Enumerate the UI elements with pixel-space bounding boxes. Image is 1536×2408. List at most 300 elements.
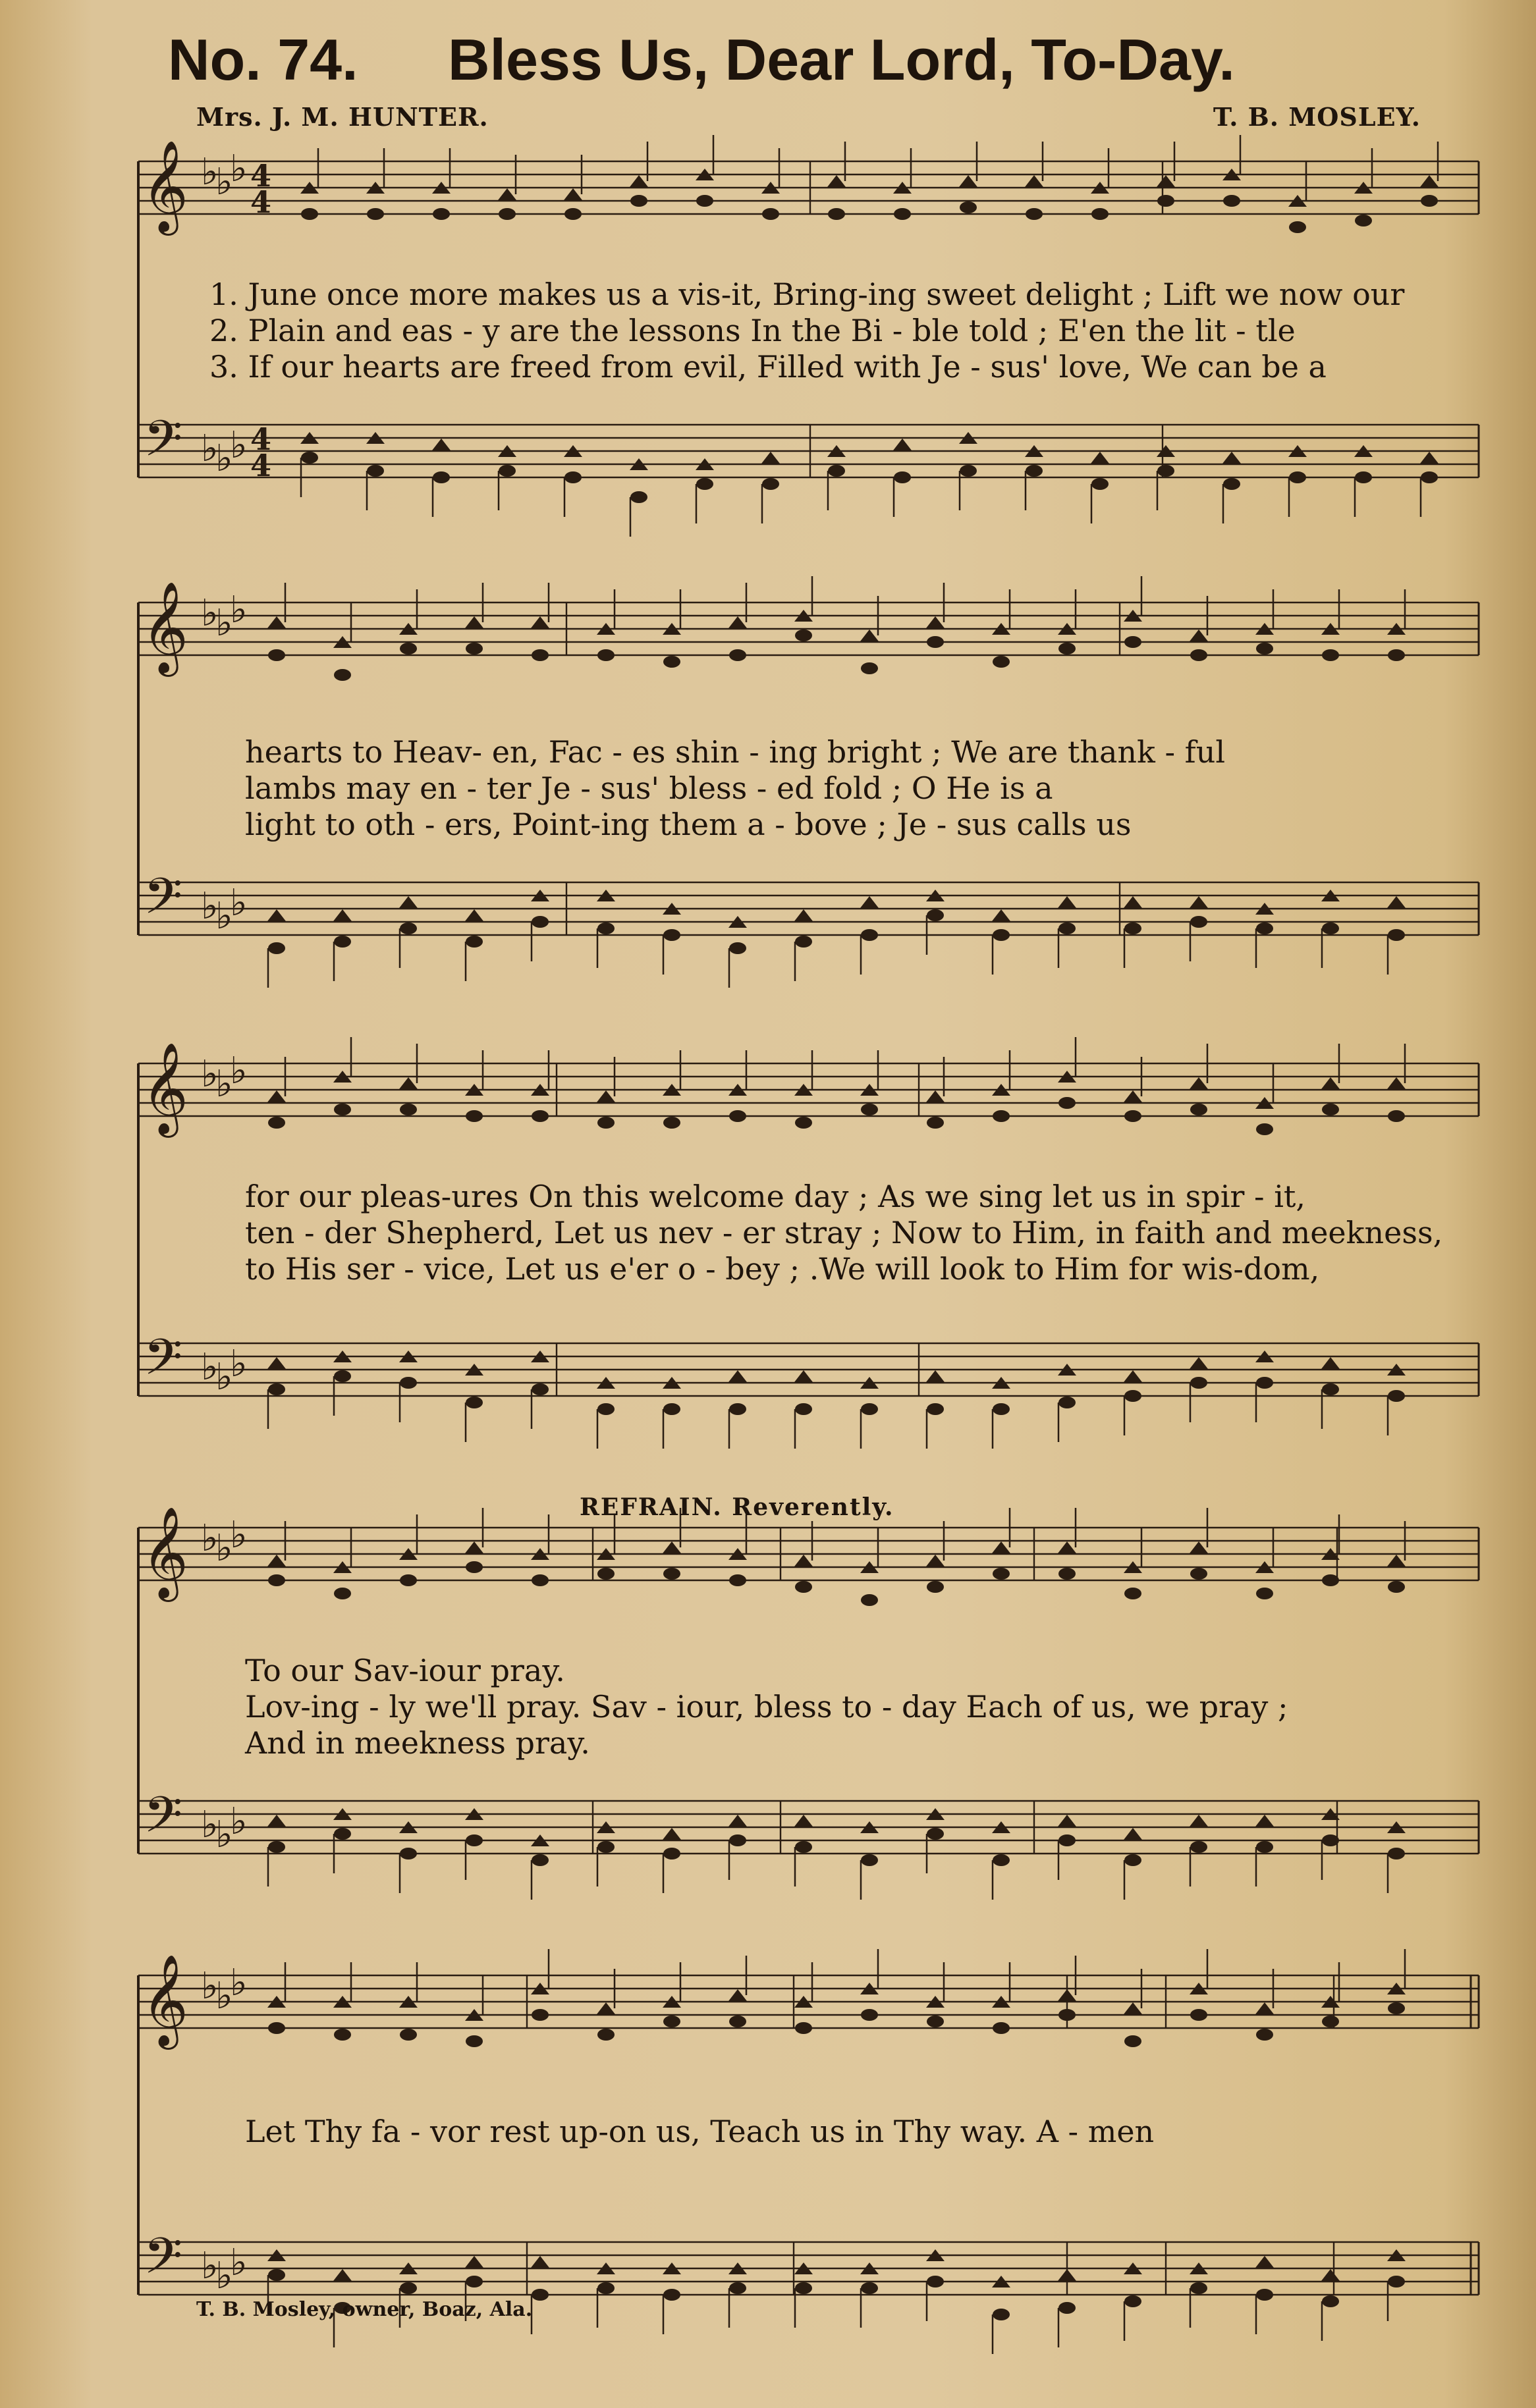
- note-head: [992, 1541, 1010, 1553]
- note-head: [466, 643, 483, 655]
- note-head: [1388, 1390, 1405, 1402]
- note-head: [728, 616, 747, 628]
- note-head: [1124, 896, 1142, 908]
- note-head: [1388, 1848, 1405, 1860]
- note-head: [1255, 2002, 1274, 2014]
- note-head: [465, 1541, 483, 1553]
- flat-icon: ♭: [215, 602, 233, 645]
- note-head: [1124, 636, 1141, 648]
- note-head: [499, 208, 516, 220]
- flat-icon: ♭: [201, 427, 219, 470]
- note-head: [399, 896, 418, 908]
- note-head: [1322, 2016, 1339, 2027]
- note-head: [268, 649, 285, 661]
- note-head: [1058, 2269, 1076, 2281]
- note-head: [795, 1403, 812, 1415]
- note-head: [795, 629, 812, 641]
- flat-icon: ♭: [230, 882, 248, 924]
- note-head: [333, 2269, 352, 2281]
- note-head: [993, 2309, 1010, 2320]
- note-head: [532, 649, 549, 661]
- note-head: [893, 439, 912, 450]
- note-head: [927, 1117, 944, 1129]
- note-head: [267, 1357, 286, 1369]
- note-head: [1124, 1588, 1141, 1599]
- note-head: [630, 175, 648, 187]
- bass-clef-icon: 𝄢: [144, 410, 183, 480]
- note-head: [400, 643, 417, 655]
- flat-icon: ♭: [201, 1804, 219, 1846]
- note-head: [466, 1561, 483, 1573]
- lyricist-credit: Mrs. J. M. HUNTER.: [196, 102, 489, 132]
- time-signature: 4: [250, 448, 272, 483]
- note-head: [993, 656, 1010, 668]
- note-head: [400, 1377, 417, 1389]
- note-head: [1190, 649, 1207, 661]
- note-head: [466, 1397, 483, 1408]
- note-head: [1322, 1574, 1339, 1586]
- flat-icon: ♭: [215, 2255, 233, 2297]
- note-head: [630, 491, 647, 503]
- flat-icon: ♭: [230, 1514, 248, 1557]
- flat-icon: ♭: [215, 161, 233, 203]
- note-head: [795, 2022, 812, 2034]
- note-head: [1421, 471, 1438, 483]
- note-head: [794, 1555, 813, 1566]
- note-head: [728, 1989, 747, 2001]
- note-head: [367, 208, 384, 220]
- note-head: [1058, 1541, 1076, 1553]
- note-head: [1256, 643, 1273, 655]
- note-head: [926, 1370, 945, 1382]
- note-head: [267, 1815, 286, 1827]
- note-head: [1058, 2302, 1076, 2314]
- composer-credit: T. B. MOSLEY.: [1213, 102, 1421, 132]
- flat-icon: ♭: [230, 2241, 248, 2284]
- note-head: [597, 1568, 615, 1580]
- note-head: [1058, 1989, 1076, 2001]
- note-head: [728, 1370, 747, 1382]
- note-head: [861, 1403, 878, 1415]
- note-head: [1190, 1357, 1208, 1369]
- note-head: [861, 2282, 878, 2294]
- note-head: [564, 208, 582, 220]
- note-head: [630, 195, 647, 207]
- note-head: [1026, 208, 1043, 220]
- time-signature: 4: [250, 184, 272, 220]
- note-head: [860, 629, 879, 641]
- note-head: [1124, 923, 1141, 934]
- note-head: [334, 1370, 351, 1382]
- note-head: [1256, 923, 1273, 934]
- note-head: [1387, 1555, 1406, 1566]
- note-head: [1190, 896, 1208, 908]
- note-head: [267, 1555, 286, 1566]
- note-head: [927, 1581, 944, 1593]
- refrain-marking: REFRAIN. Reverently.: [580, 1493, 894, 1521]
- time-signature: 4: [250, 421, 272, 457]
- note-head: [729, 1834, 746, 1846]
- note-head: [367, 465, 384, 477]
- note-head: [696, 478, 713, 490]
- note-head: [663, 1828, 681, 1840]
- note-head: [1190, 1841, 1207, 1853]
- note-head: [1124, 1828, 1142, 1840]
- note-head: [1321, 1357, 1340, 1369]
- flat-icon: ♭: [215, 1063, 233, 1106]
- note-head: [564, 471, 582, 483]
- time-signature: 4: [250, 158, 272, 194]
- treble-clef-icon: 𝄞: [142, 1954, 188, 2046]
- lyric-line: Let Thy fa - vor rest up-on us, Teach us in Thy way. A - men: [245, 2114, 1155, 2149]
- note-head: [794, 1815, 813, 1827]
- note-head: [1387, 896, 1406, 908]
- note-head: [729, 942, 746, 954]
- note-head: [663, 656, 680, 668]
- note-head: [663, 1541, 681, 1553]
- note-head: [795, 936, 812, 948]
- note-head: [597, 2002, 615, 2014]
- flat-icon: ♭: [201, 1517, 219, 1560]
- note-head: [334, 1588, 351, 1599]
- lyric-line: for our pleas-ures On this welcome day ; As we sing let us in spir - it,: [245, 1179, 1306, 1214]
- note-head: [1058, 1815, 1076, 1827]
- hymn-title: Bless Us, Dear Lord, To-Day.: [448, 27, 1235, 92]
- flat-icon: ♭: [230, 1962, 248, 2004]
- publisher-footer: T. B. Mosley, owner, Boaz, Ala.: [196, 2298, 533, 2321]
- note-head: [927, 909, 944, 921]
- lyric-line: 2. Plain and eas - y are the lessons In the Bi - ble told ; E'en the lit - tle: [209, 313, 1296, 348]
- note-head: [268, 1383, 285, 1395]
- note-head: [333, 909, 352, 921]
- lyric-line: To our Sav-iour pray.: [245, 1653, 565, 1688]
- note-head: [1058, 896, 1076, 908]
- note-head: [466, 2276, 483, 2288]
- note-head: [1058, 1568, 1076, 1580]
- note-head: [663, 1403, 680, 1415]
- note-head: [1388, 1110, 1405, 1122]
- note-head: [1321, 2269, 1340, 2281]
- note-head: [1388, 2002, 1405, 2014]
- flat-icon: ♭: [230, 589, 248, 631]
- note-head: [729, 2016, 746, 2027]
- note-head: [1256, 2289, 1273, 2301]
- note-head: [828, 465, 845, 477]
- note-head: [926, 616, 945, 628]
- note-head: [1388, 929, 1405, 941]
- note-head: [1058, 923, 1076, 934]
- note-head: [894, 208, 911, 220]
- note-head: [1421, 195, 1438, 207]
- note-head: [926, 1090, 945, 1102]
- note-head: [267, 616, 286, 628]
- lyric-line: And in meekness pray.: [245, 1725, 590, 1761]
- note-head: [762, 208, 779, 220]
- lyric-line: Lov-ing - ly we'll pray. Sav - iour, bless to - day Each of us, we pray ;: [245, 1689, 1288, 1725]
- flat-icon: ♭: [201, 1965, 219, 2008]
- note-head: [466, 1110, 483, 1122]
- note-head: [532, 1383, 549, 1395]
- note-head: [1025, 175, 1043, 187]
- hymn-number: No. 74.: [168, 27, 358, 92]
- note-head: [1322, 1834, 1339, 1846]
- note-head: [1322, 1383, 1339, 1395]
- bass-clef-icon: 𝄢: [144, 867, 183, 938]
- lyric-line: light to oth - ers, Point-ing them a - bove ; Je - sus calls us: [245, 807, 1132, 842]
- note-head: [1289, 471, 1306, 483]
- treble-clef-icon: 𝄞: [142, 140, 188, 232]
- note-head: [1058, 1097, 1076, 1109]
- note-head: [1321, 1077, 1340, 1089]
- note-head: [1058, 1834, 1076, 1846]
- note-head: [1420, 175, 1439, 187]
- treble-clef-icon: 𝄞: [142, 581, 188, 673]
- note-head: [861, 1104, 878, 1115]
- note-head: [861, 929, 878, 941]
- note-head: [597, 1403, 615, 1415]
- note-head: [960, 465, 977, 477]
- note-head: [992, 909, 1010, 921]
- note-head: [993, 1854, 1010, 1866]
- note-head: [729, 1110, 746, 1122]
- note-head: [532, 916, 549, 928]
- note-head: [663, 2016, 680, 2027]
- note-head: [1289, 221, 1306, 233]
- note-head: [400, 1848, 417, 1860]
- note-head: [532, 1110, 549, 1122]
- note-head: [1256, 1588, 1273, 1599]
- note-head: [927, 2276, 944, 2288]
- note-head: [894, 471, 911, 483]
- note-head: [1091, 478, 1109, 490]
- lyric-line: hearts to Heav- en, Fac - es shin - ing bright ; We are thank - ful: [245, 734, 1226, 770]
- note-head: [1255, 2256, 1274, 2268]
- note-head: [532, 1574, 549, 1586]
- note-head: [465, 2256, 483, 2268]
- note-head: [301, 452, 318, 464]
- note-head: [498, 188, 516, 200]
- flat-icon: ♭: [201, 592, 219, 635]
- note-head: [268, 942, 285, 954]
- note-head: [1190, 1815, 1208, 1827]
- note-head: [334, 936, 351, 948]
- note-head: [729, 1403, 746, 1415]
- note-head: [1190, 1541, 1208, 1553]
- note-head: [993, 1403, 1010, 1415]
- note-head: [827, 175, 846, 187]
- note-head: [960, 201, 977, 213]
- note-head: [729, 649, 746, 661]
- note-head: [1157, 175, 1175, 187]
- note-head: [1355, 215, 1372, 227]
- note-head: [267, 1090, 286, 1102]
- note-head: [400, 1104, 417, 1115]
- note-head: [466, 936, 483, 948]
- note-head: [927, 1828, 944, 1840]
- flat-icon: ♭: [230, 147, 248, 190]
- note-head: [1322, 649, 1339, 661]
- note-head: [1387, 1077, 1406, 1089]
- note-head: [828, 208, 845, 220]
- note-head: [1124, 1110, 1141, 1122]
- note-head: [927, 1403, 944, 1415]
- note-head: [499, 465, 516, 477]
- note-head: [860, 896, 879, 908]
- note-head: [927, 636, 944, 648]
- note-head: [761, 452, 780, 464]
- note-head: [1190, 1377, 1207, 1389]
- note-head: [268, 1841, 285, 1853]
- note-head: [663, 929, 680, 941]
- note-head: [466, 2035, 483, 2047]
- note-head: [795, 1581, 812, 1593]
- note-head: [993, 2022, 1010, 2034]
- note-head: [1058, 2009, 1076, 2021]
- note-head: [1255, 1815, 1274, 1827]
- note-head: [1222, 452, 1241, 464]
- note-head: [597, 2029, 615, 2041]
- note-head: [597, 2282, 615, 2294]
- note-head: [794, 909, 813, 921]
- lyric-line: 1. June once more makes us a vis-it, Bring-ing sweet delight ; Lift we now our: [209, 277, 1405, 312]
- bass-clef-icon: 𝄢: [144, 1328, 183, 1399]
- note-head: [1388, 1581, 1405, 1593]
- note-head: [729, 2282, 746, 2294]
- note-head: [1190, 916, 1207, 928]
- note-head: [597, 649, 615, 661]
- note-head: [433, 208, 450, 220]
- note-head: [268, 1574, 285, 1586]
- note-head: [1256, 1377, 1273, 1389]
- note-head: [1091, 208, 1109, 220]
- flat-icon: ♭: [230, 424, 248, 467]
- note-head: [432, 439, 451, 450]
- bass-clef-icon: 𝄢: [144, 1786, 183, 1856]
- note-head: [1190, 1104, 1207, 1115]
- note-head: [597, 1841, 615, 1853]
- note-head: [268, 2022, 285, 2034]
- note-head: [564, 188, 582, 200]
- note-head: [762, 478, 779, 490]
- note-head: [1322, 923, 1339, 934]
- note-head: [1388, 2276, 1405, 2288]
- note-head: [1223, 478, 1240, 490]
- note-head: [400, 2029, 417, 2041]
- note-head: [400, 923, 417, 934]
- flat-icon: ♭: [201, 151, 219, 194]
- note-head: [1124, 2002, 1142, 2014]
- note-head: [1124, 1390, 1141, 1402]
- flat-icon: ♭: [201, 885, 219, 928]
- note-head: [1058, 1397, 1076, 1408]
- note-head: [861, 1854, 878, 1866]
- note-head: [531, 2256, 549, 2268]
- note-head: [1124, 2295, 1141, 2307]
- flat-icon: ♭: [215, 1356, 233, 1399]
- note-head: [400, 1574, 417, 1586]
- note-head: [268, 2269, 285, 2281]
- note-head: [1190, 2282, 1207, 2294]
- note-head: [433, 471, 450, 483]
- flat-icon: ♭: [215, 437, 233, 480]
- lyric-line: to His ser - vice, Let us e'er o - bey ; .We will look to Him for wis-dom,: [245, 1251, 1320, 1287]
- note-head: [959, 175, 977, 187]
- note-head: [795, 1117, 812, 1129]
- note-head: [399, 1077, 418, 1089]
- lyric-line: ten - der Shepherd, Let us nev - er stray ; Now to Him, in faith and meekness,: [245, 1215, 1443, 1250]
- note-head: [334, 1828, 351, 1840]
- note-head: [993, 1568, 1010, 1580]
- lyric-line: 3. If our hearts are freed from evil, Filled with Je - sus' love, We can be a: [209, 349, 1327, 385]
- treble-clef-icon: 𝄞: [142, 1042, 188, 1134]
- flat-icon: ♭: [201, 2245, 219, 2288]
- note-head: [1190, 2009, 1207, 2021]
- note-head: [861, 2009, 878, 2021]
- note-head: [728, 1815, 747, 1827]
- note-head: [1355, 471, 1372, 483]
- note-head: [532, 2289, 549, 2301]
- flat-icon: ♭: [201, 1346, 219, 1389]
- note-head: [531, 616, 549, 628]
- note-head: [993, 929, 1010, 941]
- note-head: [1124, 1370, 1142, 1382]
- note-head: [268, 1117, 285, 1129]
- treble-clef-icon: 𝄞: [142, 1507, 188, 1598]
- note-head: [861, 662, 878, 674]
- note-head: [1322, 1104, 1339, 1115]
- note-head: [1157, 465, 1174, 477]
- note-head: [334, 2029, 351, 2041]
- note-head: [334, 1104, 351, 1115]
- flat-icon: ♭: [215, 1813, 233, 1856]
- note-head: [1256, 2029, 1273, 2041]
- note-head: [1190, 1077, 1208, 1089]
- note-head: [795, 2282, 812, 2294]
- note-head: [663, 1568, 680, 1580]
- note-head: [465, 616, 483, 628]
- note-head: [334, 669, 351, 681]
- note-head: [1091, 452, 1109, 464]
- note-head: [597, 1117, 615, 1129]
- note-head: [1026, 465, 1043, 477]
- note-head: [663, 1848, 680, 1860]
- note-head: [927, 2016, 944, 2027]
- note-head: [267, 909, 286, 921]
- note-head: [993, 1110, 1010, 1122]
- bass-clef-icon: 𝄢: [144, 2227, 183, 2297]
- note-head: [1256, 1841, 1273, 1853]
- note-head: [729, 1574, 746, 1586]
- note-head: [1124, 1090, 1142, 1102]
- note-head: [465, 909, 483, 921]
- note-head: [597, 1090, 615, 1102]
- note-head: [1124, 1854, 1141, 1866]
- flat-icon: ♭: [215, 1975, 233, 2018]
- note-head: [1124, 2035, 1141, 2047]
- note-head: [1322, 2295, 1339, 2307]
- note-head: [1388, 649, 1405, 661]
- note-head: [532, 2009, 549, 2021]
- lyric-line: lambs may en - ter Je - sus' bless - ed fold ; O He is a: [245, 770, 1053, 806]
- note-head: [1190, 629, 1208, 641]
- note-head: [1223, 195, 1240, 207]
- note-head: [532, 1854, 549, 1866]
- flat-icon: ♭: [215, 1527, 233, 1570]
- note-head: [400, 2282, 417, 2294]
- note-head: [795, 1841, 812, 1853]
- note-head: [1190, 1568, 1207, 1580]
- note-head: [926, 1555, 945, 1566]
